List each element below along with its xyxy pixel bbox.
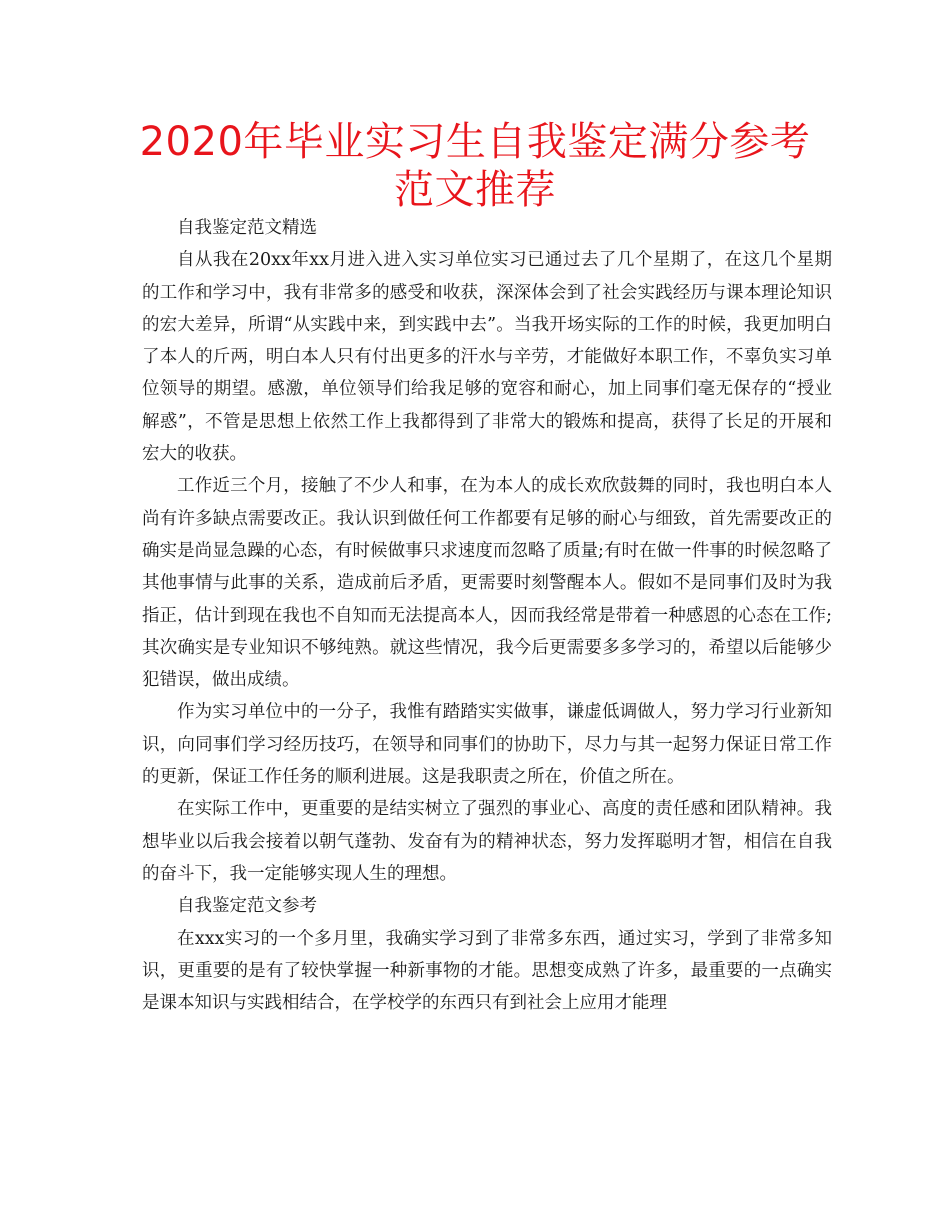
paragraph: 工作近三个月，接触了不少人和事，在为本人的成长欢欣鼓舞的同时，我也明白本人尚有许多缺点需要改正。我认识到做任何工作都要有足够的耐心与细致，首先需要改正的确实是尚显急躁的心态，有时候做事只求速度而忽略了质量;有时在做一件事的时候忽略了其他事情与此事的关系，造成前后矛盾，更需要时刻警醒本人。假如不是同事们及时为我指正，估计到现在我也不自知而无法提高本人，因而我经常是带着一种感恩的心态在工作;其次确实是专业知识不够纯熟。就这些情况，我今后更需要多多学习的，希望以后能够少犯错误，做出成绩。 bbox=[142, 476, 832, 691]
paragraph: 在实际工作中，更重要的是结实树立了强烈的事业心、高度的责任感和团队精神。我想毕业以后我会接着以朝气蓬勃、发奋有为的精神状态，努力发挥聪明才智，相信在自我的奋斗下，我一定能够实现人生的理想。 bbox=[142, 799, 832, 884]
section-heading-selected: 自我鉴定范文精选 bbox=[177, 218, 317, 238]
paragraph: 在xxx实习的一个多月里，我确实学习到了非常多东西，通过实习，学到了非常多知识，更重要的是有了较快掌握一种新事物的才能。思想变成熟了许多，最重要的一点确实是课本知识与实践相结合，在学校学的东西只有到社会上应用才能理 bbox=[142, 928, 832, 1014]
document-body bbox=[142, 212, 832, 1019]
document-title: 2020年毕业实习生自我鉴定满分参考范文推荐 bbox=[139, 119, 811, 213]
paragraph: 自从我在20xx年xx月进入进入实习单位实习已通过去了几个星期了，在这几个星期的工作和学习中，我有非常多的感受和收获，深深体会到了社会实践经历与课本理论知识的宏大差异，所谓“从实践中来，到实践中去”。当我开场实际的工作的时候，我更加明白了本人的斤两，明白本人只有付出更多的汗水与辛劳，才能做好本职工作，不辜负实习单位领导的期望。感激，单位领导们给我足够的宽容和耐心，加上同事们毫无保存的“授业解惑”，不管是思想上依然工作上我都得到了非常大的锻炼和提高，获得了长足的开展和宏大的收获。 bbox=[142, 250, 832, 465]
paragraph: 作为实习单位中的一分子，我惟有踏踏实实做事，谦虚低调做人，努力学习行业新知识，向同事们学习经历技巧，在领导和同事们的协助下，尽力与其一起努力保证日常工作的更新，保证工作任务的顺利进展。这是我职责之所在，价值之所在。 bbox=[142, 702, 832, 788]
section-heading-reference: 自我鉴定范文参考 bbox=[177, 896, 317, 917]
